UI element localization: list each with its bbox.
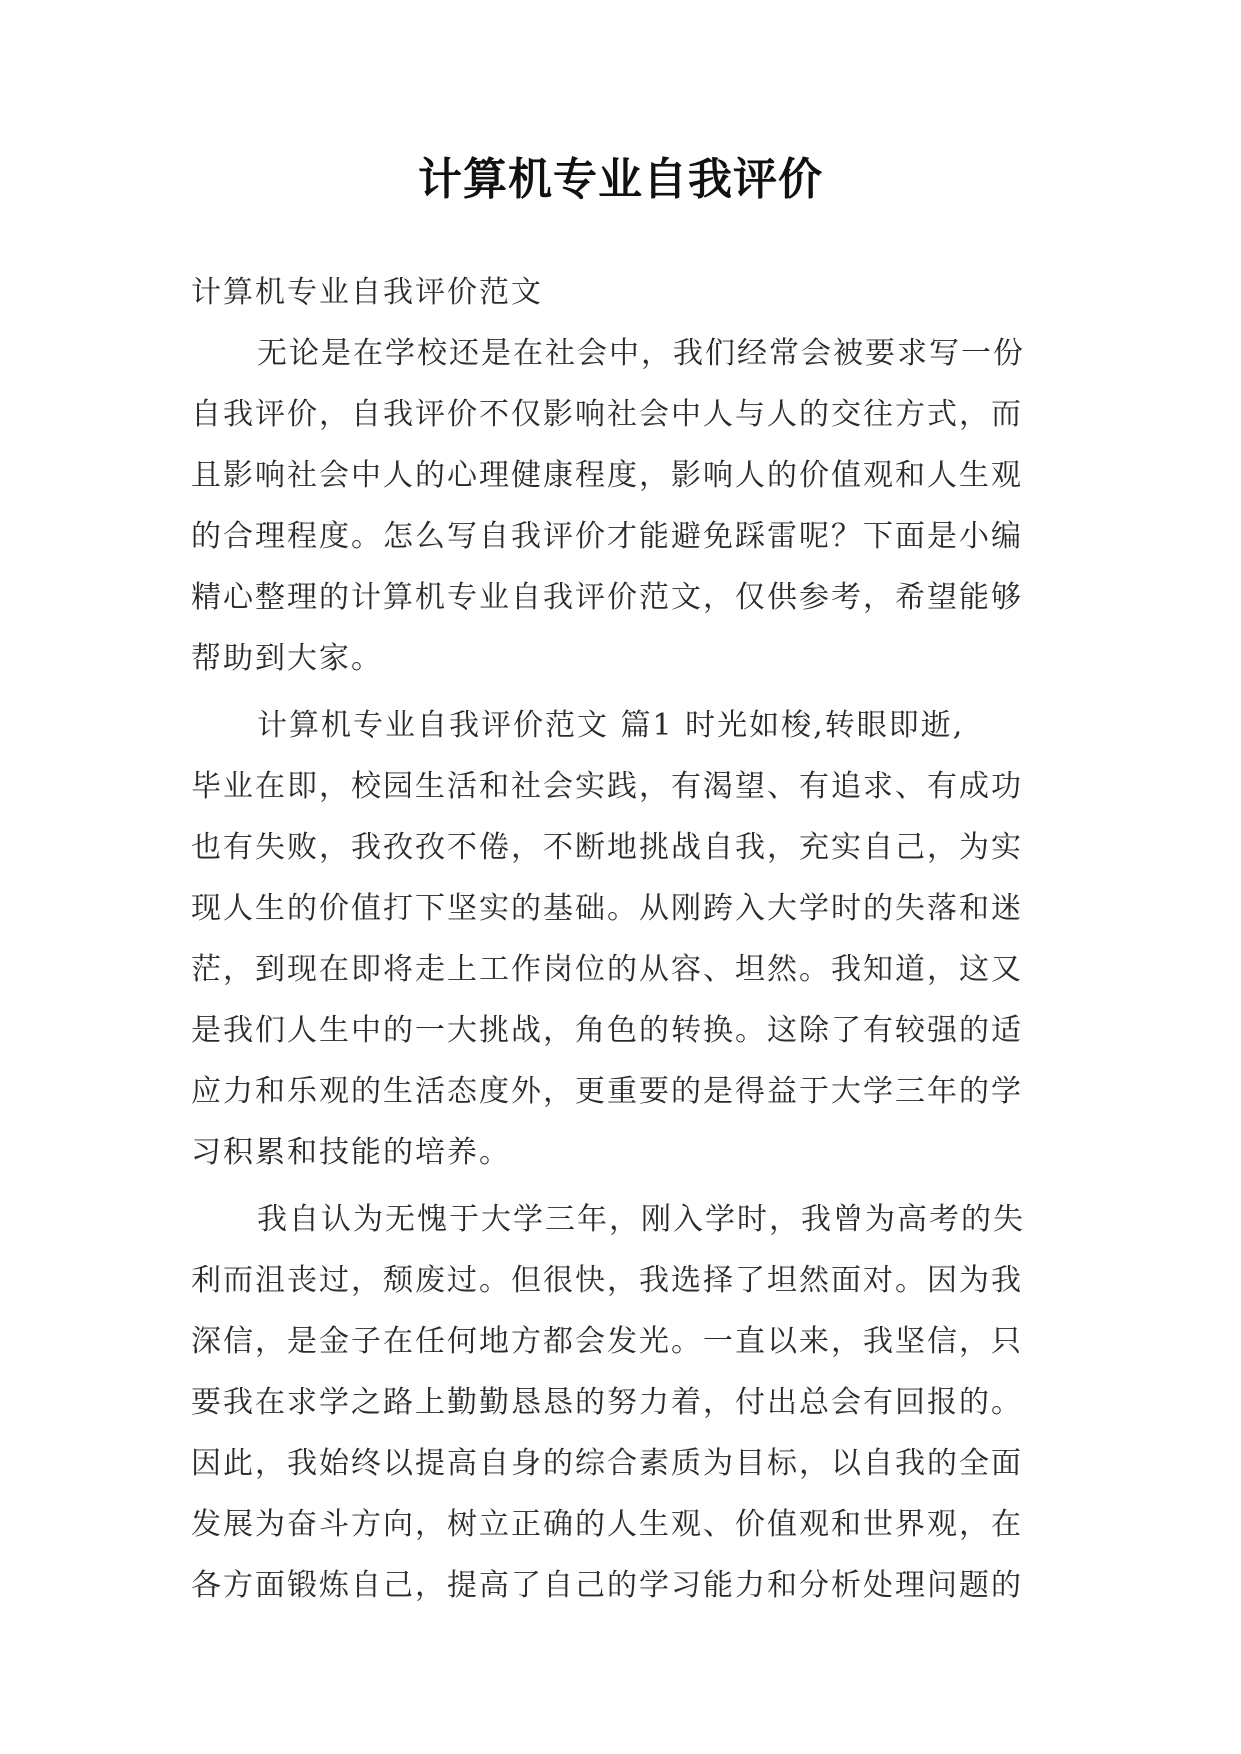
paragraph-line: 要我在求学之路上勤勤恳恳的努力着，付出总会有回报的。 [191,1385,1023,1420]
paragraph-line: 应力和乐观的生活态度外，更重要的是得益于大学三年的学 [191,1074,1023,1109]
document-title: 计算机专业自我评价 [418,154,823,205]
paragraph-line: 计算机专业自我评价范文 篇1 时光如梭,转眼即逝, [257,708,965,743]
paragraph-line: 也有失败，我孜孜不倦，不断地挑战自我，充实自己，为实 [191,830,1023,865]
paragraph-line: 发展为奋斗方向，树立正确的人生观、价值观和世界观，在 [191,1507,1023,1542]
paragraph-line: 的合理程度。怎么写自我评价才能避免踩雷呢？下面是小编 [191,519,1023,554]
paragraph-line: 帮助到大家。 [191,641,383,676]
paragraph-line: 现人生的价值打下坚实的基础。从刚跨入大学时的失落和迷 [191,891,1023,926]
paragraph-line: 深信，是金子在任何地方都会发光。一直以来，我坚信，只 [191,1324,1023,1359]
paragraph-line: 无论是在学校还是在社会中，我们经常会被要求写一份 [257,336,1025,371]
paragraph-line: 我自认为无愧于大学三年，刚入学时，我曾为高考的失 [257,1202,1025,1237]
paragraph-line: 且影响社会中人的心理健康程度，影响人的价值观和人生观 [191,458,1023,493]
paragraph-line: 习积累和技能的培养。 [191,1135,511,1170]
paragraph-essay-1 [191,695,1061,1183]
paragraph-line: 利而沮丧过，颓废过。但很快，我选择了坦然面对。因为我 [191,1263,1023,1298]
paragraph-line: 各方面锻炼自己，提高了自己的学习能力和分析处理问题的 [191,1568,1023,1603]
paragraph-self-assessment [191,1189,1061,1616]
paragraph-line: 精心整理的计算机专业自我评价范文，仅供参考，希望能够 [191,580,1023,615]
document-body [191,262,1061,1616]
paragraph-line: 毕业在即，校园生活和社会实践，有渴望、有追求、有成功 [191,769,1023,804]
document-subtitle: 计算机专业自我评价范文 [191,275,543,310]
paragraph-line: 自我评价，自我评价不仅影响社会中人与人的交往方式，而 [191,397,1023,432]
paragraph-intro [191,323,1061,689]
paragraph-line: 茫，到现在即将走上工作岗位的从容、坦然。我知道，这又 [191,952,1023,987]
paragraph-line: 是我们人生中的一大挑战，角色的转换。这除了有较强的适 [191,1013,1023,1048]
paragraph-line: 因此，我始终以提高自身的综合素质为目标，以自我的全面 [191,1446,1023,1481]
